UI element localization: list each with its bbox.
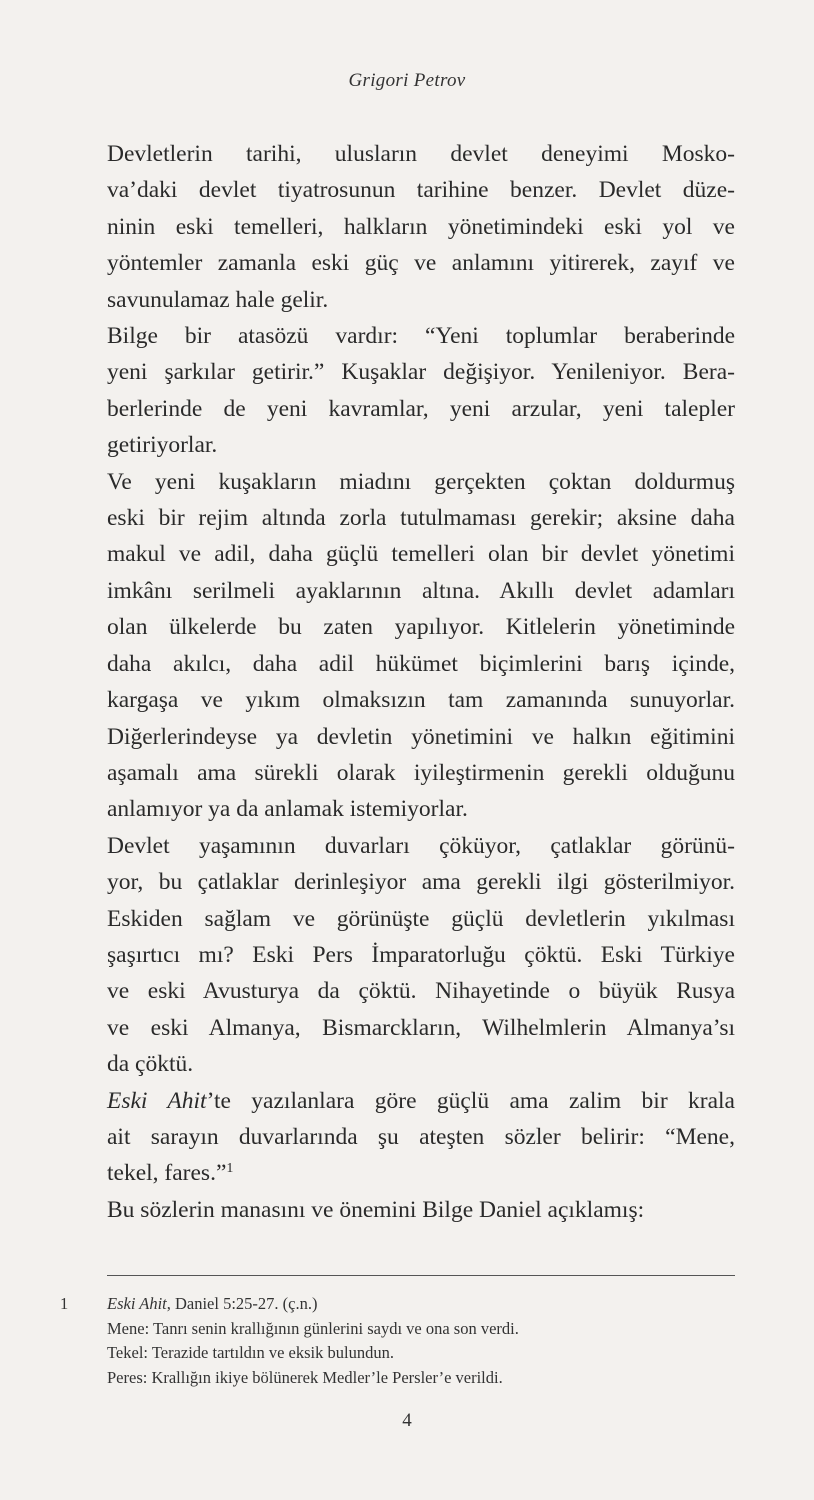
text-line: da çöktü. [107, 1051, 194, 1078]
text-line: ve eski Avusturya da çöktü. Nihayetinde o büyük Rusya [107, 978, 735, 1005]
text-line: yor, bu çatlaklar derinleşiyor ama gerekli ilgi gösterilmiyor. [107, 869, 735, 896]
footnote-line: Peres: Krallığın ikiye bölünerek Medler’le Persler’e verildi. [107, 1367, 503, 1387]
text-line: Bilge bir atasözü vardır: “Yeni toplumlar beraberinde [107, 323, 735, 350]
paragraph-2 [107, 318, 735, 464]
text-line: savunulamaz hale gelir. [107, 286, 329, 313]
text-line: ve eski Almanya, Bismarckların, Wilhelmlerin Almanya’sı [107, 1014, 735, 1041]
body-text [107, 136, 735, 1228]
footnote-number: 1 [60, 1294, 69, 1313]
footnote-line: Mene: Tanrı senin krallığının günlerini saydı ve ona son verdi. [107, 1318, 519, 1338]
text-line: Diğerlerindeyse ya devletin yönetimini ve halkın eğitimini [107, 723, 735, 750]
text-line: aşamalı ama sürekli olarak iyileştirmenin gerekli olduğunu [107, 759, 735, 786]
running-head: Grigori Petrov [348, 70, 466, 91]
paragraph-1 [107, 136, 735, 318]
text-line: va’daki devlet tiyatrosunun tarihine benzer. Devlet düze- [107, 177, 735, 204]
text-line: berlerinde de yeni kavramlar, yeni arzular, yeni talepler [107, 395, 735, 422]
text-line: Ve yeni kuşakların miadını gerçekten çoktan doldurmuş [107, 468, 735, 495]
text-line: yeni şarkılar getirir.” Kuşaklar değişiyor. Yenileniyor. Bera- [107, 359, 735, 386]
text-line: olan ülkelerde bu zaten yapılıyor. Kitlelerin yönetiminde [107, 614, 735, 641]
text-line: yöntemler zamanla eski güç ve anlamını yitirerek, zayıf ve [107, 250, 735, 277]
text-line: Bu sözlerin manasını ve önemini Bilge Daniel açıklamış: [107, 1196, 645, 1223]
footnote-title-italic: Eski Ahit [107, 1294, 167, 1313]
footnotes [60, 1292, 735, 1390]
footnote-fragment: , Daniel 5:25-27. (ç.n.) [166, 1294, 318, 1313]
text-line: kargaşa ve yıkım olmaksızın tam zamanında sunuyorlar. [107, 687, 735, 714]
book-title-italic: Eski Ahit [107, 1087, 207, 1114]
footnote-line: Tekel: Terazide tartıldın ve eksik bulundun. [107, 1343, 394, 1362]
footnote-reference: 1 [226, 1161, 234, 1177]
text-line [107, 1083, 735, 1119]
paragraph-4 [107, 828, 735, 1083]
text-line: getiriyorlar. [107, 432, 218, 459]
text-line: Devlet yaşamının duvarları çöküyor, çatlaklar görünü- [107, 832, 735, 859]
text-line: daha akılcı, daha adil hükümet biçimlerini barış içinde, [107, 650, 735, 677]
text-line: imkânı serilmeli ayaklarının altına. Akıllı devlet adamları [107, 577, 735, 604]
footnote-divider [107, 1275, 735, 1276]
footnote-text [107, 1292, 735, 1390]
text-line: Devletlerin tarihi, ulusların devlet deneyimi Mosko- [107, 141, 735, 167]
footnote-line [107, 1292, 735, 1317]
text-line: eski bir rejim altında zorla tutulmaması gerekir; aksine daha [107, 505, 735, 532]
text-line: Eskiden sağlam ve görünüşte güçlü devletlerin yıkılması [107, 905, 735, 932]
text-fragment: tekel, fares.” [107, 1160, 227, 1187]
paragraph-3 [107, 464, 735, 828]
page-number: 4 [402, 1410, 412, 1431]
text-line: anlamıyor ya da anlamak istemiyorlar. [107, 796, 468, 823]
paragraph-5 [107, 1083, 735, 1192]
text-line: ninin eski temelleri, halkların yönetimindeki eski yol ve [107, 213, 735, 240]
paragraph-6 [107, 1192, 735, 1228]
text-fragment: ’te yazılanlara göre güçlü ama zalim bir krala [206, 1087, 735, 1114]
text-line: ait sarayın duvarlarında şu ateşten sözler belirir: “Mene, [107, 1123, 735, 1150]
footnote-item [60, 1292, 735, 1390]
text-line: şaşırtıcı mı? Eski Pers İmparatorluğu çöktü. Eski Türkiye [107, 941, 735, 968]
text-line [107, 1155, 735, 1191]
text-line: makul ve adil, daha güçlü temelleri olan bir devlet yönetimi [107, 541, 735, 568]
